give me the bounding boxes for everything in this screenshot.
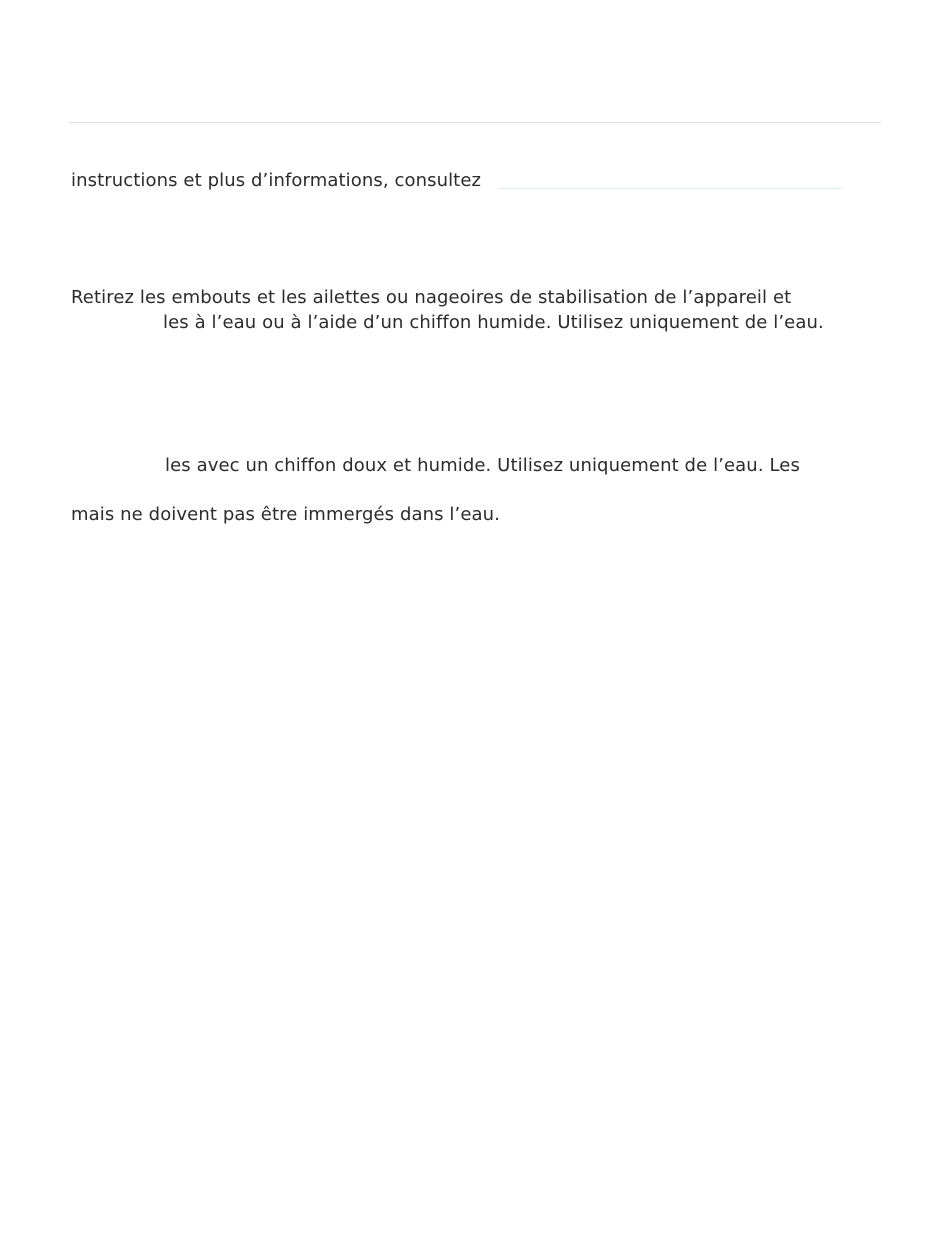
header-divider (69, 122, 881, 123)
cleaning-paragraph-line-1: Retirez les embouts et les ailettes ou nageoires de stabilisation de l’appareil et (71, 287, 792, 308)
link-placeholder-underline[interactable] (500, 188, 842, 189)
wipe-paragraph-line-2: mais ne doivent pas être immergés dans l’eau. (71, 504, 500, 525)
cleaning-paragraph-line-2: les à l’eau ou à l’aide d’un chiffon humide. Utilisez uniquement de l’eau. (163, 312, 824, 333)
wipe-paragraph-line-1: les avec un chiffon doux et humide. Utilisez uniquement de l’eau. Les (165, 455, 800, 476)
intro-line: instructions et plus d’informations, consultez (71, 170, 482, 191)
